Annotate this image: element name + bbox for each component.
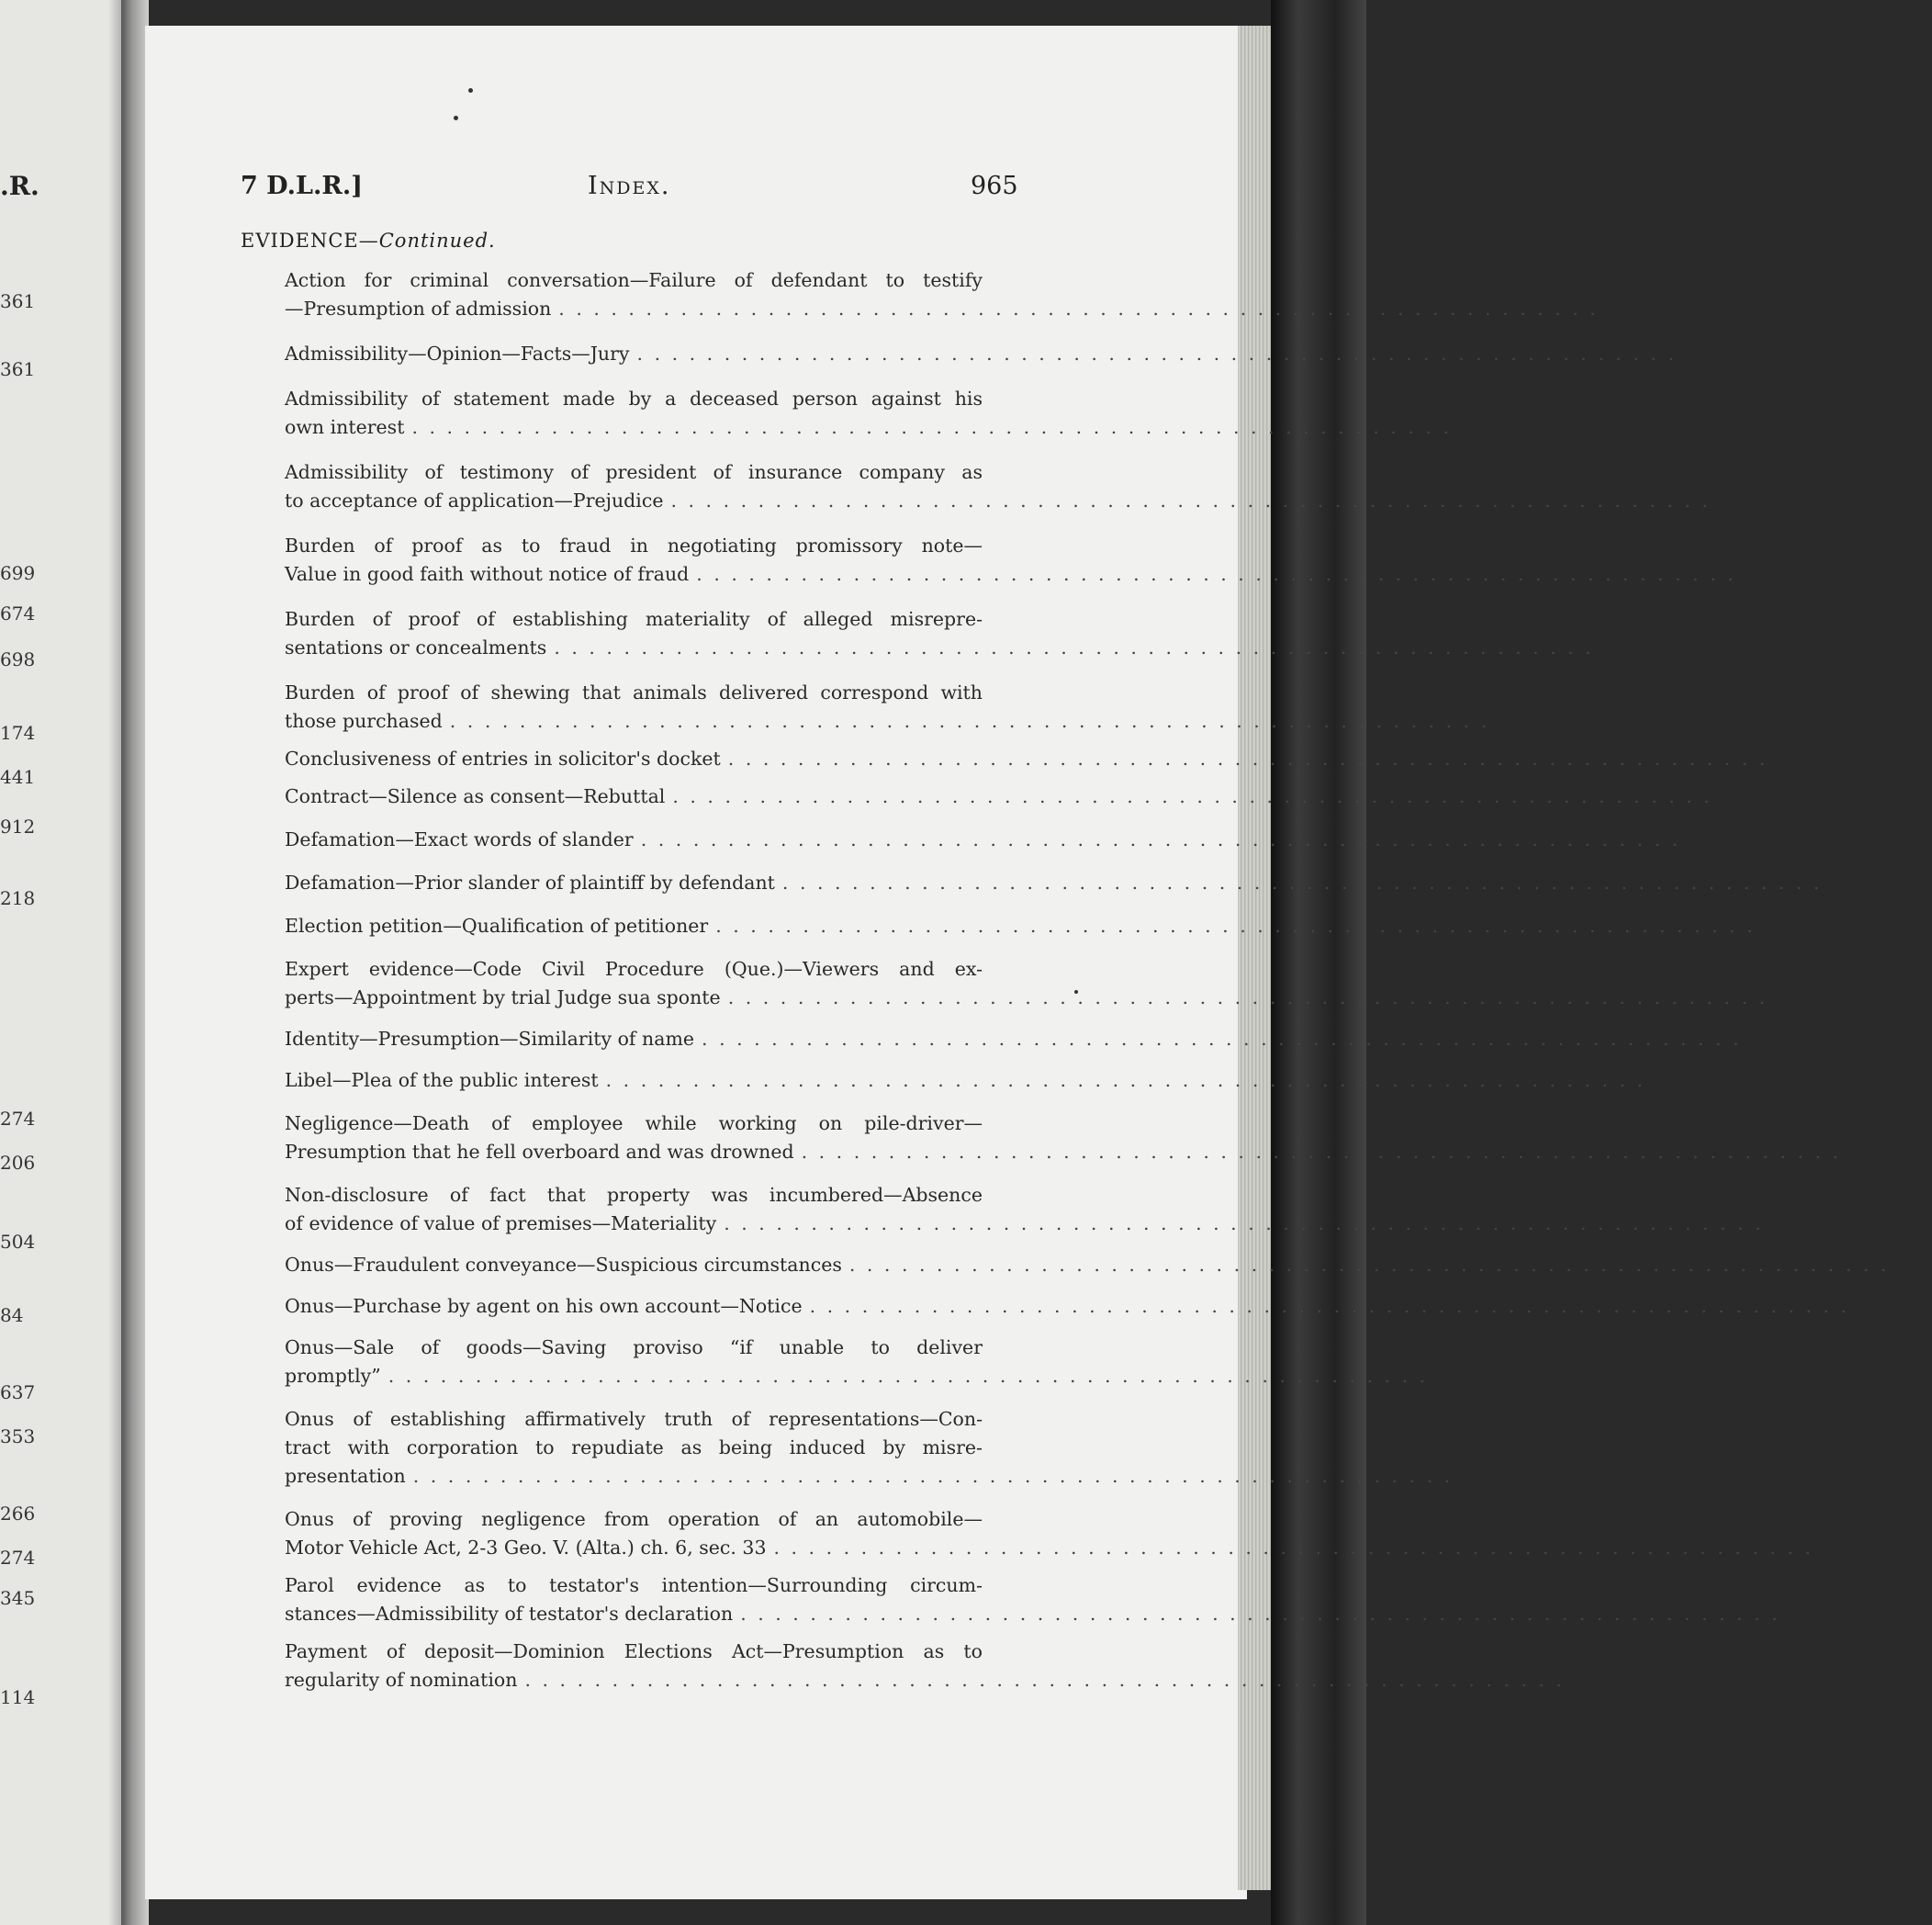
entry-text-line: —Presumption of admission [285, 298, 552, 320]
dot-leader: . . . . . . . . . . . . . . . . . . . . . . . . . . . . . . . . . . . . . . . . . . . . . . . . . . . . . . . . . . . . [727, 986, 1769, 1008]
dot-leader: . . . . . . . . . . . . . . . . . . . . . . . . . . . . . . . . . . . . . . . . . . . . . . . . . . . . . . . . . . . . [801, 1141, 1842, 1163]
index-entry [285, 1066, 1678, 1095]
entry-text-line: Burden of proof of shewing that animals delivered correspond with [285, 681, 983, 704]
dot-leader: . . . . . . . . . . . . . . . . . . . . . . . . . . . . . . . . . . . . . . . . . . . . . . . . . . . . . . . . . . . . [605, 1069, 1646, 1091]
facing-page-number: 266 [0, 1503, 36, 1525]
entry-text-line: of evidence of value of premises—Materiality [285, 1212, 717, 1234]
section-heading [241, 230, 496, 252]
entry-page-number: 97 [1460, 1465, 1485, 1487]
entry-text-line: tract with corporation to repudiate as being induced by misre- [285, 1436, 983, 1458]
facing-page-number: 274 [0, 1108, 36, 1130]
page-number: 965 [971, 172, 1018, 200]
ink-speck [468, 88, 473, 93]
entry-text-line: Burden of proof of establishing materiality of alleged misrepre- [285, 608, 983, 630]
entry-text-line: Identity—Presumption—Similarity of name [285, 1028, 695, 1050]
entry-page-number: 46 [1748, 1028, 1773, 1050]
entry-text-line: Presumption that he fell overboard and was drowned [285, 1141, 794, 1163]
index-entry [285, 605, 1637, 662]
entry-text-line: those purchased [285, 710, 443, 732]
page-title: Index. [588, 172, 671, 200]
entry-page-number: 602 [1688, 828, 1724, 850]
entry-page-number: 22 [1775, 986, 1800, 1008]
index-entry [285, 679, 1533, 736]
index-entry [285, 266, 1642, 323]
facing-page-number: 674 [0, 602, 36, 625]
entry-page-number: 323 [1775, 748, 1812, 770]
facing-page-number: 441 [0, 766, 36, 788]
entry-page-number: 369 [1717, 490, 1755, 512]
index-entry [285, 1571, 1824, 1628]
index-entry [285, 1334, 1472, 1390]
entry-text-line: Election petition—Qualification of petitioner [285, 915, 709, 937]
facing-page-number: 114 [0, 1686, 36, 1708]
entry-text-line: Contract—Silence as consent—Rebuttal [285, 785, 666, 807]
index-entry [285, 826, 1724, 854]
book-cover-edge [1271, 0, 1366, 1925]
index-entry [285, 385, 1496, 442]
entry-page-number: 178 [1683, 343, 1721, 365]
section-continued: Continued. [378, 230, 496, 252]
index-entry [285, 869, 1866, 897]
entry-text-line: Onus of proving negligence from operation of an automobile— [285, 1508, 983, 1530]
entry-page-number: 370 [1770, 1212, 1807, 1234]
entry-page-number: 245 [1435, 1365, 1472, 1387]
entry-text-line: Onus of establishing affirmatively truth of representations—Con- [285, 1408, 983, 1430]
volume-reference: 7 D.L.R.] [241, 172, 364, 200]
index-entry [285, 532, 1756, 589]
entry-text-line: promptly” [285, 1365, 381, 1387]
entry-text-line: Admissibility of testimony of president of insurance company as [285, 461, 983, 483]
index-entry [285, 912, 1799, 940]
entry-text-line: Admissibility of statement made by a deceased person against his [285, 388, 983, 410]
entry-text-line: Defamation—Prior slander of plaintiff by defendant [285, 872, 775, 894]
facing-page-number: 637 [0, 1381, 36, 1403]
dot-leader: . . . . . . . . . . . . . . . . . . . . . . . . . . . . . . . . . . . . . . . . . . . . . . . . . . . . . . . . . . . . [809, 1295, 1850, 1317]
facing-page [0, 0, 129, 1925]
dot-leader: . . . . . . . . . . . . . . . . . . . . . . . . . . . . . . . . . . . . . . . . . . . . . . . . . . . . . . . . . . . . [727, 748, 1769, 770]
index-entry [285, 1109, 1885, 1166]
dot-leader: . . . . . . . . . . . . . . . . . . . . . . . . . . . . . . . . . . . . . . . . . . . . . . . . . . . . . . . . . . . . [773, 1537, 1814, 1559]
entry-text-line: Conclusiveness of entries in solicitor's docket [285, 748, 721, 770]
facing-page-number: 361 [0, 358, 36, 380]
facing-page-number: 218 [0, 887, 36, 909]
entry-page-number: 787 [1605, 298, 1642, 320]
entry-text-line: Motor Vehicle Act, 2-3 Geo. V. (Alta.) ch. 6, sec. 33 [285, 1537, 767, 1559]
entry-text-line: Onus—Purchase by agent on his own account—Notice [285, 1295, 803, 1317]
entry-text-line: own interest [285, 416, 405, 438]
index-entry [285, 1251, 1932, 1279]
index-entry [285, 458, 1755, 515]
index-entry [285, 1025, 1773, 1053]
entry-page-number: 84 [1719, 785, 1744, 807]
dot-leader: . . . . . . . . . . . . . . . . . . . . . . . . . . . . . . . . . . . . . . . . . . . . . . . . . . . . . . . . . . . . [670, 490, 1711, 512]
dot-leader: . . . . . . . . . . . . . . . . . . . . . . . . . . . . . . . . . . . . . . . . . . . . . . . . . . . . . . . . . . . . [449, 710, 1490, 732]
entry-text-line: Admissibility—Opinion—Facts—Jury [285, 343, 630, 365]
index-entry [285, 340, 1721, 368]
facing-page-header: .R. [0, 171, 39, 201]
entry-page-number: 793 [1497, 710, 1533, 732]
facing-page-number: 361 [0, 290, 36, 312]
entry-text-line: Payment of deposit—Dominion Elections Act—Presumption as to [285, 1640, 983, 1662]
entry-page-number: 877 [1848, 1141, 1885, 1163]
entry-text-line: Negligence—Death of employee while working on pile-driver— [285, 1112, 983, 1134]
dot-leader: . . . . . . . . . . . . . . . . . . . . . . . . . . . . . . . . . . . . . . . . . . . . . . . . . . . . . . . . . . . . [715, 915, 1756, 937]
index-entry [285, 1638, 1609, 1694]
entry-page-number: 1 [1743, 563, 1756, 585]
ink-speck [454, 116, 458, 120]
dot-leader: . . . . . . . . . . . . . . . . . . . . . . . . . . . . . . . . . . . . . . . . . . . . . . . . . . . . . . . . . . . . [558, 298, 1599, 320]
entry-page-number: 478 [1458, 416, 1496, 438]
entry-page-number: 126 [1571, 1669, 1609, 1691]
entry-text-line: sentations or concealments [285, 636, 547, 659]
entry-page-number: 602 [1829, 872, 1866, 894]
facing-page-number: 345 [0, 1587, 36, 1609]
dot-leader: . . . . . . . . . . . . . . . . . . . . . . . . . . . . . . . . . . . . . . . . . . . . . . . . . . . . . . . . . . . . [640, 828, 1681, 850]
entry-page-number: 590 [1896, 1254, 1932, 1276]
dot-leader: . . . . . . . . . . . . . . . . . . . . . . . . . . . . . . . . . . . . . . . . . . . . . . . . . . . . . . . . . . . . [554, 636, 1594, 659]
entry-text-line: Burden of proof as to fraud in negotiating promissory note— [285, 535, 983, 557]
entry-page-number: 579 [1820, 1537, 1858, 1559]
dot-leader: . . . . . . . . . . . . . . . . . . . . . . . . . . . . . . . . . . . . . . . . . . . . . . . . . . . . . . . . . . . . [672, 785, 1713, 807]
entry-text-line: Parol evidence as to testator's intention—Surrounding circum- [285, 1574, 983, 1596]
entry-page-number: 46 [1857, 1295, 1881, 1317]
facing-page-number: 353 [0, 1425, 36, 1447]
entry-page-number: 452 [1787, 1603, 1824, 1625]
entry-page-number: 192 [1762, 915, 1799, 937]
dot-leader: . . . . . . . . . . . . . . . . . . . . . . . . . . . . . . . . . . . . . . . . . . . . . . . . . . . . . . . . . . . . [636, 343, 1677, 365]
entry-text-line: Onus—Sale of goods—Saving proviso “if unable to deliver [285, 1336, 983, 1358]
entry-text-line: presentation [285, 1465, 406, 1487]
entry-text-line: regularity of nomination [285, 1669, 518, 1691]
entry-text-line: Onus—Fraudulent conveyance—Suspicious circumstances [285, 1254, 842, 1276]
dot-leader: . . . . . . . . . . . . . . . . . . . . . . . . . . . . . . . . . . . . . . . . . . . . . . . . . . . . . . . . . . . . [411, 416, 1452, 438]
index-entry [285, 782, 1744, 811]
entry-text-line: Non-disclosure of fact that property was incumbered—Absence [285, 1184, 983, 1206]
dot-leader: . . . . . . . . . . . . . . . . . . . . . . . . . . . . . . . . . . . . . . . . . . . . . . . . . . . . . . . . . . . . [696, 563, 1736, 585]
index-entry [285, 1292, 1881, 1321]
entry-text-line: stances—Admissibility of testator's declaration [285, 1603, 734, 1625]
index-entry [285, 955, 1800, 1012]
facing-page-number: 206 [0, 1152, 36, 1174]
facing-page-number: 698 [0, 648, 36, 670]
entry-text-line: Action for criminal conversation—Failure of defendant to testify [285, 269, 983, 291]
dot-leader: . . . . . . . . . . . . . . . . . . . . . . . . . . . . . . . . . . . . . . . . . . . . . . . . . . . . . . . . . . . . [524, 1669, 1565, 1691]
index-entry [285, 1505, 1858, 1562]
entry-page-number: 369 [1601, 636, 1637, 659]
entry-text-line: perts—Appointment by trial Judge sua sponte [285, 986, 721, 1008]
facing-page-number: 174 [0, 722, 36, 744]
dot-leader: . . . . . . . . . . . . . . . . . . . . . . . . . . . . . . . . . . . . . . . . . . . . . . . . . . . . . . . . . . . . [724, 1212, 1764, 1234]
facing-page-number: 912 [0, 816, 36, 838]
facing-page-number: 504 [0, 1231, 36, 1253]
facing-page-number: 699 [0, 562, 36, 584]
dot-leader: . . . . . . . . . . . . . . . . . . . . . . . . . . . . . . . . . . . . . . . . . . . . . . . . . . . . . . . . . . . . [740, 1603, 1780, 1625]
index-entry [285, 1181, 1807, 1238]
dot-leader: . . . . . . . . . . . . . . . . . . . . . . . . . . . . . . . . . . . . . . . . . . . . . . . . . . . . . . . . . . . . [388, 1365, 1429, 1387]
index-entry [285, 1405, 1485, 1491]
dot-leader: . . . . . . . . . . . . . . . . . . . . . . . . . . . . . . . . . . . . . . . . . . . . . . . . . . . . . . . . . . . . [702, 1028, 1742, 1050]
dot-leader: . . . . . . . . . . . . . . . . . . . . . . . . . . . . . . . . . . . . . . . . . . . . . . . . . . . . . . . . . . . . [781, 872, 1823, 894]
dot-leader: . . . . . . . . . . . . . . . . . . . . . . . . . . . . . . . . . . . . . . . . . . . . . . . . . . . . . . . . . . . . [412, 1465, 1454, 1487]
entry-page-number: 66 [1653, 1069, 1678, 1091]
entry-text-line: to acceptance of application—Prejudice [285, 490, 664, 512]
facing-page-number: 84 [0, 1304, 24, 1326]
index-entries [285, 266, 1932, 1694]
index-entry [285, 745, 1812, 773]
section-name: EVIDENCE— [241, 230, 379, 252]
facing-page-number: 274 [0, 1547, 36, 1569]
entry-text-line: Defamation—Exact words of slander [285, 828, 634, 850]
entry-text-line: Value in good faith without notice of fraud [285, 563, 690, 585]
dot-leader: . . . . . . . . . . . . . . . . . . . . . . . . . . . . . . . . . . . . . . . . . . . . . . . . . . . . . . . . . . . . [848, 1254, 1890, 1276]
entry-text-line: Libel—Plea of the public interest [285, 1069, 599, 1091]
entry-text-line: Expert evidence—Code Civil Procedure (Que.)—Viewers and ex- [285, 958, 983, 980]
